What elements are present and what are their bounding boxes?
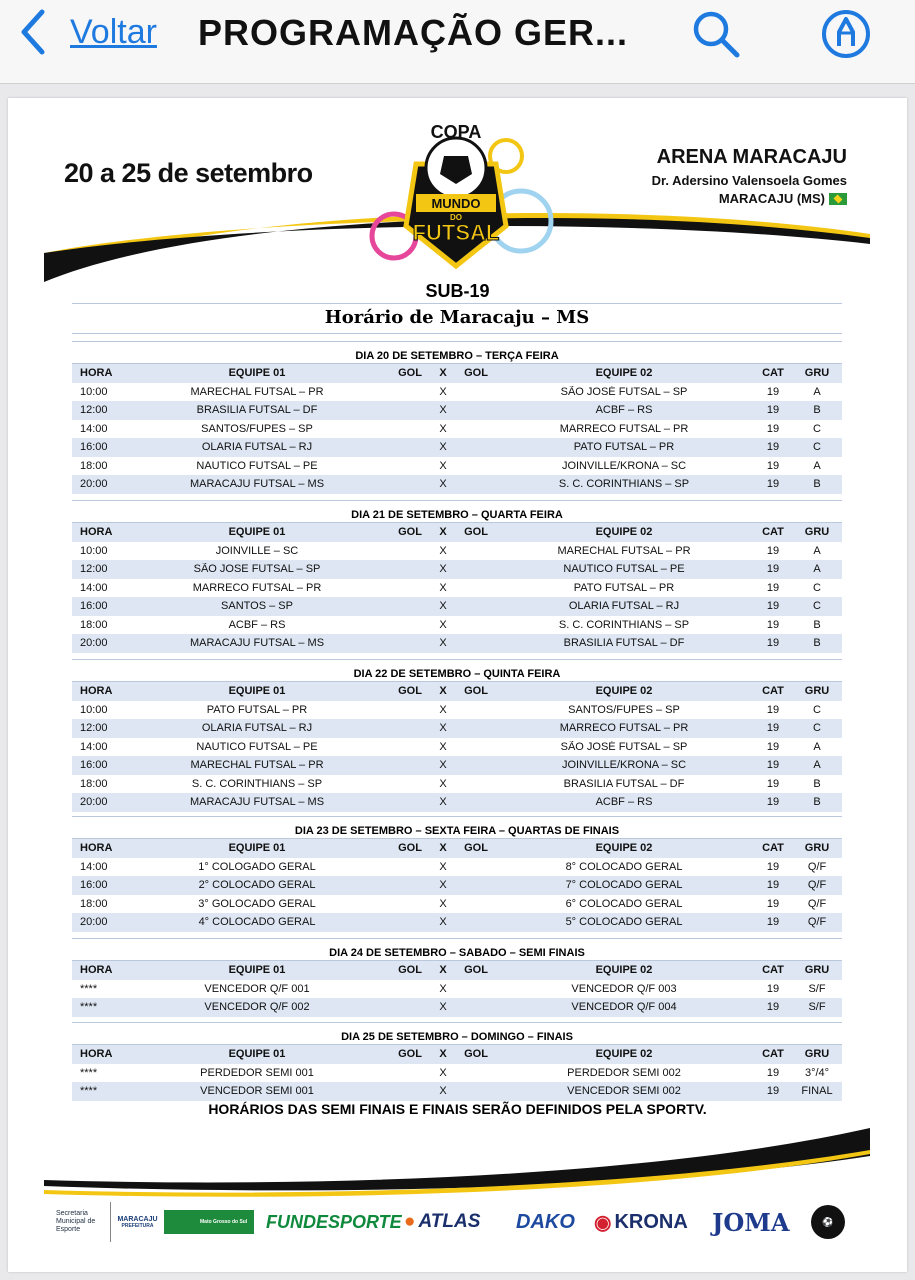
arena-info (652, 146, 847, 206)
sponsor-atlas (404, 1202, 480, 1242)
document-page[interactable] (8, 98, 907, 1272)
markup-pen-icon[interactable] (820, 8, 872, 60)
cell-hora: 18:00 (80, 618, 108, 631)
cell-hora: 18:00 (80, 777, 108, 790)
col-equipe2: EQUIPE 02 (595, 842, 653, 855)
cell-cat: 19 (766, 600, 780, 613)
col-hora: HORA (80, 685, 113, 698)
cell-cat: 19 (766, 1085, 780, 1098)
table-row (72, 738, 842, 757)
sponsor-prefeitura-text: PREFEITURA (121, 1222, 154, 1229)
cell-cat: 19 (766, 722, 780, 735)
table-row (72, 701, 842, 720)
cell-x: X (439, 722, 447, 735)
cell-x: X (439, 740, 447, 753)
col-equipe1: EQUIPE 01 (228, 964, 286, 977)
table-row (72, 634, 842, 653)
day-table (72, 938, 842, 1017)
col-cat: CAT (762, 1048, 784, 1061)
col-x: X (439, 526, 447, 539)
copa-mundo-futsal-logo (356, 116, 556, 291)
cell-equipe1: MARRECO FUTSAL – PR (192, 581, 322, 594)
cell-equipe1: PATO FUTSAL – PR (206, 703, 308, 716)
arena-subtitle: Dr. Adersino Valensoela Gomes (651, 173, 847, 188)
col-gol2: GOL (464, 685, 488, 698)
cell-equipe2: PATO FUTSAL – PR (573, 441, 675, 454)
cell-hora: **** (80, 1066, 98, 1079)
cell-equipe1: MARACAJU FUTSAL – MS (189, 478, 325, 491)
arena-name: ARENA MARACAJU (656, 146, 847, 168)
table-row (72, 756, 842, 775)
col-x: X (439, 367, 447, 380)
cell-gru: Q/F (807, 860, 827, 873)
col-x: X (439, 964, 447, 977)
sponsor-bar (56, 1202, 856, 1242)
table-row (72, 420, 842, 439)
cell-equipe2: BRASILIA FUTSAL – DF (563, 637, 685, 650)
cell-cat: 19 (766, 441, 780, 454)
cell-cat: 19 (766, 422, 780, 435)
cell-gru: A (813, 759, 821, 772)
cell-gru: B (813, 777, 821, 790)
document-title: PROGRAMAÇÃO GER... (198, 12, 629, 53)
table-row (72, 457, 842, 476)
cell-equipe2: SÃO JOSÉ FUTSAL – SP (560, 385, 688, 398)
cell-x: X (439, 777, 447, 790)
col-gol2: GOL (464, 842, 488, 855)
cell-cat: 19 (766, 385, 780, 398)
table-row (72, 980, 842, 999)
cell-x: X (439, 600, 447, 613)
table-header (72, 961, 842, 980)
cell-x: X (439, 916, 447, 929)
cell-cat: 19 (766, 637, 780, 650)
cell-hora: 20:00 (80, 796, 108, 809)
cell-gru: Q/F (807, 879, 827, 892)
day-table (72, 341, 842, 494)
table-row (72, 793, 842, 812)
col-hora: HORA (80, 1048, 113, 1061)
col-gol2: GOL (464, 1048, 488, 1061)
category-label: SUB-19 (425, 281, 490, 301)
table-row (72, 876, 842, 895)
cell-x: X (439, 759, 447, 772)
cell-gru: B (813, 618, 821, 631)
cell-equipe1: MARECHAL FUTSAL – PR (190, 759, 324, 772)
table-header (72, 523, 842, 542)
col-hora: HORA (80, 842, 113, 855)
day-title: DIA 20 DE SETEMBRO – TERÇA FEIRA (72, 346, 842, 364)
cell-gru: C (813, 441, 821, 454)
cell-cat: 19 (766, 1001, 780, 1014)
cell-equipe1: SANTOS – SP (221, 600, 293, 613)
cell-equipe2: PATO FUTSAL – PR (573, 581, 675, 594)
krona-icon: ◉ (594, 1211, 612, 1234)
cell-equipe1: SÃO JOSE FUTSAL – SP (193, 563, 321, 576)
cell-equipe1: 4° COLOCADO GERAL (198, 916, 316, 929)
table-header (72, 839, 842, 858)
cell-equipe1: S. C. CORINTHIANS – SP (191, 777, 323, 790)
day-title: DIA 22 DE SETEMBRO – QUINTA FEIRA (72, 664, 842, 682)
table-row (72, 775, 842, 794)
cell-equipe2: BRASILIA FUTSAL – DF (563, 777, 685, 790)
cell-cat: 19 (766, 1066, 780, 1079)
col-gol2: GOL (464, 367, 488, 380)
col-equipe2: EQUIPE 02 (595, 526, 653, 539)
cell-cat: 19 (766, 860, 780, 873)
logo-copa: COPA (430, 122, 482, 142)
cell-cat: 19 (766, 478, 780, 491)
chevron-left-icon (18, 8, 48, 56)
cell-gru: C (813, 581, 821, 594)
cell-equipe2: ACBF – RS (595, 796, 653, 809)
cell-cat: 19 (766, 759, 780, 772)
cell-cat: 19 (766, 581, 780, 594)
cell-x: X (439, 860, 447, 873)
table-row (72, 1082, 842, 1101)
day-title: DIA 21 DE SETEMBRO – QUARTA FEIRA (72, 505, 842, 523)
atlas-flame-icon: ● (404, 1211, 416, 1232)
cell-hora: **** (80, 982, 98, 995)
cell-gru: A (813, 544, 821, 557)
cell-equipe2: JOINVILLE/KRONA – SC (561, 759, 687, 772)
table-row (72, 719, 842, 738)
cell-hora: 16:00 (80, 441, 108, 454)
cell-equipe1: JOINVILLE – SC (215, 544, 299, 557)
col-gol2: GOL (464, 526, 488, 539)
cell-hora: 20:00 (80, 916, 108, 929)
cell-x: X (439, 1066, 447, 1079)
col-equipe1: EQUIPE 01 (228, 1048, 286, 1061)
cell-equipe2: 7° COLOCADO GERAL (565, 879, 683, 892)
cell-hora: 12:00 (80, 404, 108, 417)
table-row (72, 542, 842, 561)
search-icon[interactable] (690, 8, 742, 60)
cell-cat: 19 (766, 544, 780, 557)
sponsor-krona-text: KRONA (614, 1210, 688, 1233)
table-row (72, 998, 842, 1017)
col-gol2: GOL (464, 964, 488, 977)
cell-gru: C (813, 703, 821, 716)
cell-cat: 19 (766, 777, 780, 790)
col-gru: GRU (804, 842, 830, 855)
sponsor-dako: DAKO (516, 1210, 575, 1233)
cell-gru: Q/F (807, 897, 827, 910)
col-equipe1: EQUIPE 01 (228, 685, 286, 698)
table-header (72, 682, 842, 701)
cell-equipe2: MARRECO FUTSAL – PR (559, 422, 689, 435)
logo-do: DO (450, 213, 462, 222)
table-row (72, 438, 842, 457)
back-button[interactable] (18, 8, 157, 56)
table-row (72, 858, 842, 877)
cell-x: X (439, 422, 447, 435)
cell-hora: 16:00 (80, 759, 108, 772)
col-gol1: GOL (398, 526, 422, 539)
cell-cat: 19 (766, 897, 780, 910)
col-gru: GRU (804, 964, 830, 977)
col-gru: GRU (804, 1048, 830, 1061)
cell-x: X (439, 1001, 447, 1014)
cell-equipe2: ACBF – RS (595, 404, 653, 417)
cell-equipe1: 2° COLOCADO GERAL (198, 879, 316, 892)
cell-cat: 19 (766, 703, 780, 716)
cell-equipe2: NAUTICO FUTSAL – PE (563, 563, 685, 576)
table-row (72, 597, 842, 616)
col-equipe2: EQUIPE 02 (595, 367, 653, 380)
cell-equipe1: 1° COLOGADO GERAL (198, 860, 316, 873)
sponsor-maracaju (110, 1202, 160, 1242)
cell-cat: 19 (766, 459, 780, 472)
cell-gru: C (813, 600, 821, 613)
table-row (72, 401, 842, 420)
sponsor-secretaria: Secretaria Municipal de Esporte (56, 1210, 96, 1233)
cell-x: X (439, 441, 447, 454)
cell-cat: 19 (766, 618, 780, 631)
cell-x: X (439, 459, 447, 472)
top-toolbar (0, 0, 915, 84)
col-gol1: GOL (398, 367, 422, 380)
cell-equipe1: MARECHAL FUTSAL – PR (190, 385, 324, 398)
cell-equipe1: OLARIA FUTSAL – RJ (201, 722, 313, 735)
cell-equipe1: VENCEDOR SEMI 001 (200, 1085, 314, 1098)
col-cat: CAT (762, 842, 784, 855)
col-equipe1: EQUIPE 01 (228, 367, 286, 380)
cell-equipe2: 6° COLOCADO GERAL (565, 897, 683, 910)
cell-gru: C (813, 722, 821, 735)
cell-hora: 12:00 (80, 563, 108, 576)
cell-equipe1: NAUTICO FUTSAL – PE (196, 459, 318, 472)
sponsor-krona (594, 1202, 688, 1242)
cell-equipe1: SANTOS/FUPES – SP (201, 422, 313, 435)
col-cat: CAT (762, 964, 784, 977)
brazil-flag-icon (829, 193, 847, 205)
col-x: X (439, 842, 447, 855)
col-cat: CAT (762, 685, 784, 698)
col-gol1: GOL (398, 1048, 422, 1061)
cell-equipe2: MARECHAL FUTSAL – PR (557, 544, 691, 557)
col-cat: CAT (762, 526, 784, 539)
col-hora: HORA (80, 367, 113, 380)
cell-hora: 12:00 (80, 722, 108, 735)
cell-gru: S/F (808, 982, 826, 995)
cell-equipe2: OLARIA FUTSAL – RJ (568, 600, 680, 613)
sponsor-joma: JOMA (712, 1207, 790, 1237)
cell-cat: 19 (766, 982, 780, 995)
event-dates: 20 a 25 de setembro (64, 158, 313, 188)
col-equipe2: EQUIPE 02 (595, 1048, 653, 1061)
sponsor-fundesporte: FUNDESPORTE (266, 1211, 402, 1232)
table-header (72, 1045, 842, 1064)
cell-hora: 10:00 (80, 385, 108, 398)
cell-equipe1: OLARIA FUTSAL – RJ (201, 441, 313, 454)
col-gru: GRU (804, 685, 830, 698)
cell-equipe2: S. C. CORINTHIANS – SP (558, 478, 690, 491)
cell-hora: 10:00 (80, 544, 108, 557)
cell-gru: B (813, 478, 821, 491)
table-row (72, 383, 842, 402)
cell-hora: **** (80, 1085, 98, 1098)
sponsor-ms: Mato Grosso do Sul (164, 1210, 254, 1234)
col-equipe2: EQUIPE 02 (595, 685, 653, 698)
cell-equipe1: MARACAJU FUTSAL – MS (189, 637, 325, 650)
table-row (72, 616, 842, 635)
cell-x: X (439, 703, 447, 716)
cell-hora: 20:00 (80, 478, 108, 491)
col-hora: HORA (80, 964, 113, 977)
cell-cat: 19 (766, 916, 780, 929)
cell-equipe1: MARACAJU FUTSAL – MS (189, 796, 325, 809)
day-table (72, 500, 842, 653)
cell-hora: 18:00 (80, 459, 108, 472)
col-equipe1: EQUIPE 01 (228, 526, 286, 539)
cell-equipe2: S. C. CORINTHIANS – SP (558, 618, 690, 631)
col-x: X (439, 685, 447, 698)
logo-futsal: FUTSAL (412, 220, 500, 245)
arena-city-text: MARACAJU (MS) (718, 191, 825, 206)
cell-equipe1: ACBF – RS (228, 618, 286, 631)
cell-equipe2: VENCEDOR SEMI 002 (567, 1085, 681, 1098)
cell-equipe2: SÃO JOSÉ FUTSAL – SP (560, 740, 688, 753)
sponsor-maracaju-text: MARACAJU (117, 1215, 158, 1223)
day-table (72, 659, 842, 812)
cell-gru: B (813, 796, 821, 809)
cell-x: X (439, 1085, 447, 1098)
cell-equipe2: VENCEDOR Q/F 003 (571, 982, 677, 995)
cell-gru: B (813, 637, 821, 650)
cell-equipe1: PERDEDOR SEMI 001 (200, 1066, 314, 1079)
day-table (72, 1022, 842, 1101)
cell-gru: Q/F (807, 916, 827, 929)
arena-city (652, 191, 847, 206)
table-row (72, 913, 842, 932)
cell-equipe1: BRASILIA FUTSAL – DF (196, 404, 318, 417)
cell-equipe1: VENCEDOR Q/F 001 (204, 982, 310, 995)
cell-x: X (439, 982, 447, 995)
col-equipe2: EQUIPE 02 (595, 964, 653, 977)
schedule-title: Horário de Maracaju – MS (72, 303, 842, 334)
col-gol1: GOL (398, 685, 422, 698)
cell-gru: A (813, 740, 821, 753)
cell-hora: 14:00 (80, 581, 108, 594)
col-equipe1: EQUIPE 01 (228, 842, 286, 855)
table-row (72, 1064, 842, 1083)
cell-cat: 19 (766, 563, 780, 576)
cell-x: X (439, 478, 447, 491)
cell-equipe1: VENCEDOR Q/F 002 (204, 1001, 310, 1014)
cell-x: X (439, 618, 447, 631)
cell-equipe2: 8° COLOCADO GERAL (565, 860, 683, 873)
cell-cat: 19 (766, 740, 780, 753)
sponsor-atlas-text: ATLAS (418, 1211, 481, 1232)
day-table (72, 816, 842, 932)
table-row (72, 475, 842, 494)
cell-x: X (439, 879, 447, 892)
cell-x: X (439, 637, 447, 650)
col-gol1: GOL (398, 842, 422, 855)
cell-equipe2: MARRECO FUTSAL – PR (559, 722, 689, 735)
col-gru: GRU (804, 367, 830, 380)
cell-x: X (439, 385, 447, 398)
cell-gru: A (813, 459, 821, 472)
table-header (72, 364, 842, 383)
back-label[interactable]: Voltar (70, 12, 157, 51)
col-x: X (439, 1048, 447, 1061)
cell-hora: 16:00 (80, 879, 108, 892)
table-row (72, 895, 842, 914)
cell-gru: FINAL (801, 1085, 833, 1098)
cell-gru: 3°/4° (804, 1066, 830, 1079)
col-gru: GRU (804, 526, 830, 539)
cell-x: X (439, 796, 447, 809)
cell-equipe2: VENCEDOR Q/F 004 (571, 1001, 677, 1014)
cell-x: X (439, 563, 447, 576)
cell-gru: A (813, 563, 821, 576)
cell-x: X (439, 897, 447, 910)
cell-x: X (439, 404, 447, 417)
col-hora: HORA (80, 526, 113, 539)
col-cat: CAT (762, 367, 784, 380)
table-row (72, 560, 842, 579)
cell-gru: C (813, 422, 821, 435)
cell-equipe2: JOINVILLE/KRONA – SC (561, 459, 687, 472)
cell-cat: 19 (766, 879, 780, 892)
cell-hora: **** (80, 1001, 98, 1014)
cell-hora: 14:00 (80, 860, 108, 873)
cell-cat: 19 (766, 796, 780, 809)
cell-equipe2: SANTOS/FUPES – SP (568, 703, 680, 716)
cell-gru: S/F (808, 1001, 826, 1014)
cell-gru: A (813, 385, 821, 398)
footer-note: HORÁRIOS DAS SEMI FINAIS E FINAIS SERÃO DEFINIDOS PELA SPORTV. (208, 1101, 707, 1117)
cell-hora: 16:00 (80, 600, 108, 613)
day-title: DIA 25 DE SETEMBRO – DOMINGO – FINAIS (72, 1027, 842, 1045)
cell-hora: 14:00 (80, 422, 108, 435)
logo-mundo: MUNDO (431, 196, 481, 211)
cell-equipe2: PERDEDOR SEMI 002 (567, 1066, 681, 1079)
cell-x: X (439, 581, 447, 594)
cell-x: X (439, 544, 447, 557)
table-row (72, 579, 842, 598)
cell-hora: 14:00 (80, 740, 108, 753)
cell-equipe2: 5° COLOCADO GERAL (565, 916, 683, 929)
col-gol1: GOL (398, 964, 422, 977)
cell-gru: B (813, 404, 821, 417)
cell-hora: 10:00 (80, 703, 108, 716)
cell-equipe1: NAUTICO FUTSAL – PE (196, 740, 318, 753)
cell-hora: 18:00 (80, 897, 108, 910)
copa-badge-icon: ⚽ (811, 1205, 845, 1239)
cell-equipe1: 3° GOLOCADO GERAL (198, 897, 316, 910)
day-title: DIA 24 DE SETEMBRO – SABADO – SEMI FINAIS (72, 943, 842, 961)
cell-hora: 20:00 (80, 637, 108, 650)
cell-cat: 19 (766, 404, 780, 417)
day-title: DIA 23 DE SETEMBRO – SEXTA FEIRA – QUARTAS DE FINAIS (72, 821, 842, 839)
